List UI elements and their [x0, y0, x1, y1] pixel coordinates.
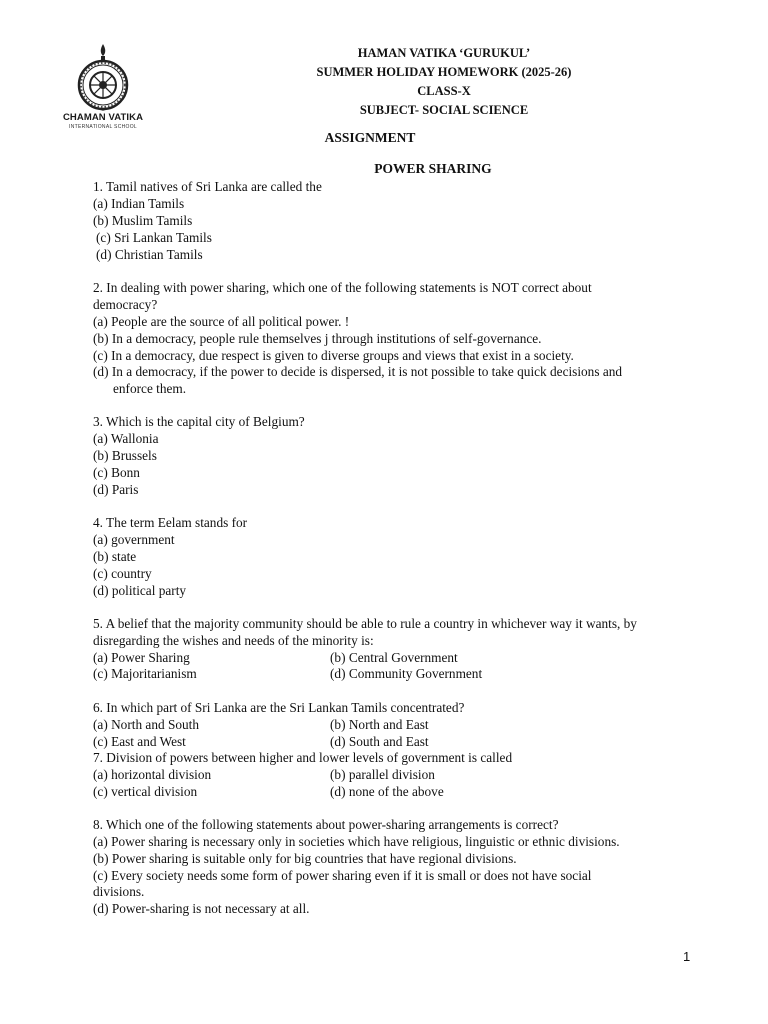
option: (b) state: [93, 549, 137, 564]
option: (c) In a democracy, due respect is given to diverse groups and views that exist in a society.: [93, 348, 574, 363]
option: (b) In a democracy, people rule themselves j through institutions of self-governance.: [93, 331, 542, 346]
school-name: HAMAN VATIKA ‘GURUKUL’: [357, 46, 531, 60]
option: (b) parallel division: [330, 767, 435, 782]
option: (b) Brussels: [93, 448, 157, 463]
option: (c) Majoritarianism: [93, 666, 197, 681]
option: (d) Community Government: [330, 666, 483, 681]
option: (b) North and East: [330, 717, 429, 732]
option: (c) Bonn: [93, 465, 140, 480]
option: (d) none of the above: [330, 784, 444, 799]
option: (d) In a democracy, if the power to decide is dispersed, it is not possible to take quick decisions and: [93, 364, 623, 379]
option: (a) People are the source of all political power. !: [93, 314, 350, 329]
option-continuation: enforce them.: [113, 381, 187, 396]
option: (d) South and East: [330, 734, 429, 749]
question-text: 5. A belief that the majority community should be able to rule a country in whichever way it wants, by: [93, 616, 637, 631]
option: (c) vertical division: [93, 784, 198, 799]
question-text: 4. The term Eelam stands for: [93, 515, 248, 530]
school-logo: [58, 42, 148, 134]
question-text: disregarding the wishes and needs of the minority is:: [93, 633, 374, 648]
class-label: CLASS-X: [417, 84, 471, 98]
option: (a) Indian Tamils: [93, 196, 185, 211]
question-text: democracy?: [93, 297, 158, 312]
option: (d) Christian Tamils: [96, 247, 203, 262]
question-text: 2. In dealing with power sharing, which one of the following statements is NOT correct about: [93, 280, 592, 295]
document-header: [258, 44, 630, 120]
option: (d) Power-sharing is not necessary at all.: [93, 901, 310, 916]
option: (c) East and West: [93, 734, 186, 749]
page-number: 1: [683, 949, 691, 964]
question-text: 1. Tamil natives of Sri Lanka are called the: [93, 179, 322, 194]
option: (c) Sri Lankan Tamils: [96, 230, 212, 245]
option-continuation: divisions.: [93, 884, 145, 899]
option: (b) Power sharing is suitable only for big countries that have regional divisions.: [93, 851, 517, 866]
option: (a) Power Sharing: [93, 650, 190, 665]
option: (a) Power sharing is necessary only in societies which have religious, linguistic or ethnic divisions.: [93, 834, 620, 849]
option: (a) horizontal division: [93, 767, 212, 782]
topic-title: POWER SHARING: [374, 161, 492, 176]
logo-name: CHAMAN VATIKA: [62, 112, 144, 123]
question-text: 6. In which part of Sri Lanka are the Sri Lankan Tamils concentrated?: [93, 700, 465, 715]
question-text: 3. Which is the capital city of Belgium?: [93, 414, 305, 429]
assignment-title: ASSIGNMENT: [324, 130, 416, 145]
homework-title: SUMMER HOLIDAY HOMEWORK (2025-26): [316, 65, 572, 79]
option: (a) government: [93, 532, 175, 547]
school-crest-icon: [71, 42, 135, 112]
option: (a) North and South: [93, 717, 199, 732]
option: (a) Wallonia: [93, 431, 159, 446]
question-text: 8. Which one of the following statements about power-sharing arrangements is correct?: [93, 817, 559, 832]
subject-label: SUBJECT- SOCIAL SCIENCE: [359, 103, 529, 117]
option: (c) Every society needs some form of power sharing even if it is small or does not have social: [93, 868, 592, 883]
option: (d) Paris: [93, 482, 139, 497]
option: (d) political party: [93, 583, 187, 598]
option: (b) Muslim Tamils: [93, 213, 193, 228]
option: (c) country: [93, 566, 152, 581]
option: (b) Central Government: [330, 650, 458, 665]
logo-subtitle: INTERNATIONAL SCHOOL: [69, 124, 137, 130]
question-text: 7. Division of powers between higher and lower levels of government is called: [93, 750, 513, 765]
